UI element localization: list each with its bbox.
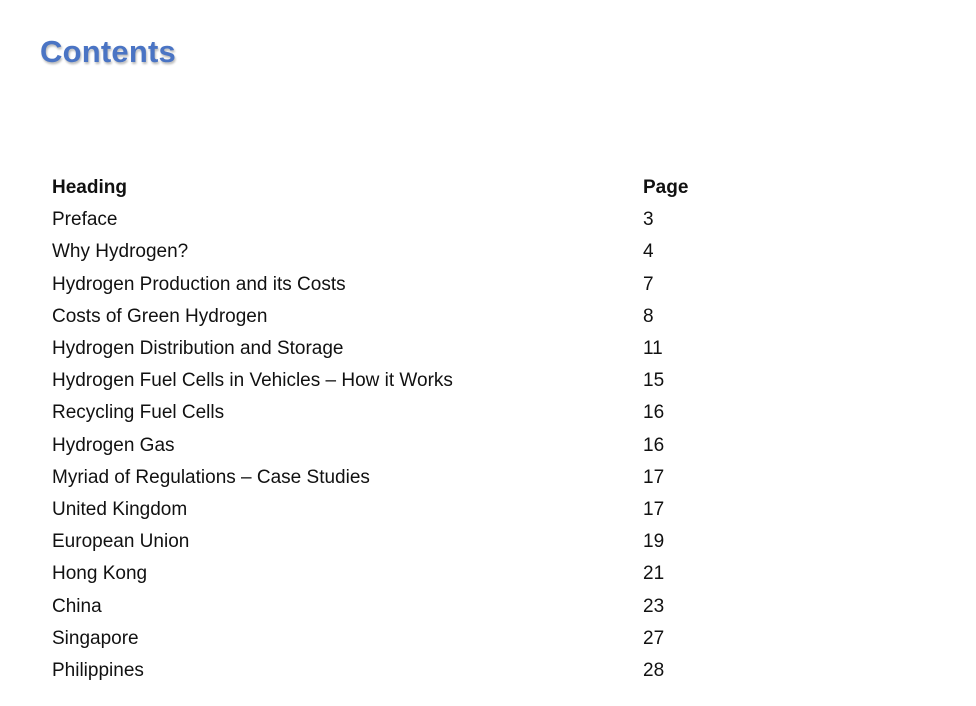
- entry-page: 21: [643, 563, 665, 585]
- contents-row: [52, 526, 752, 558]
- entry-page: 16: [643, 434, 665, 456]
- entry-heading: Myriad of Regulations – Case Studies: [52, 466, 370, 488]
- entry-page: 27: [643, 627, 665, 649]
- entry-page: 16: [643, 402, 665, 424]
- column-header-heading: Heading: [52, 177, 127, 199]
- contents-table: [52, 172, 752, 687]
- entry-heading: Recycling Fuel Cells: [52, 402, 225, 424]
- column-header-page: Page: [643, 177, 689, 199]
- contents-row: [52, 365, 752, 397]
- entry-heading: China: [52, 595, 102, 617]
- contents-row: [52, 558, 752, 590]
- entry-heading: Hydrogen Fuel Cells in Vehicles – How it Works: [52, 370, 453, 392]
- entry-heading: Preface: [52, 209, 118, 231]
- entry-heading: European Union: [52, 531, 190, 553]
- page-title: Contents: [40, 34, 176, 69]
- entry-page: 28: [643, 659, 665, 681]
- entry-heading: Costs of Green Hydrogen: [52, 305, 268, 327]
- contents-row: [52, 462, 752, 494]
- contents-row: [52, 623, 752, 655]
- entry-page: 8: [643, 305, 654, 327]
- entry-page: 17: [643, 498, 665, 520]
- entry-page: 19: [643, 531, 665, 553]
- entry-heading: Hydrogen Gas: [52, 434, 175, 456]
- entry-heading: Hydrogen Distribution and Storage: [52, 338, 344, 360]
- entry-page: 7: [643, 273, 654, 295]
- contents-row: [52, 494, 752, 526]
- contents-row: [52, 301, 752, 333]
- contents-row: [52, 397, 752, 429]
- entry-page: 4: [643, 241, 654, 263]
- contents-row: [52, 430, 752, 462]
- entry-page: 23: [643, 595, 665, 617]
- contents-row: [52, 204, 752, 236]
- contents-header-row: [52, 172, 752, 204]
- contents-row: [52, 269, 752, 301]
- entry-page: 15: [643, 370, 665, 392]
- entry-heading: Hong Kong: [52, 563, 148, 585]
- contents-row: [52, 655, 752, 687]
- entry-heading: Why Hydrogen?: [52, 241, 189, 263]
- contents-row: [52, 333, 752, 365]
- contents-row: [52, 590, 752, 622]
- entry-page: 17: [643, 466, 665, 488]
- entry-page: 11: [643, 338, 663, 360]
- entry-heading: Hydrogen Production and its Costs: [52, 273, 346, 295]
- entry-page: 3: [643, 209, 654, 231]
- entry-heading: Philippines: [52, 659, 144, 681]
- contents-row: [52, 236, 752, 268]
- entry-heading: United Kingdom: [52, 498, 188, 520]
- entry-heading: Singapore: [52, 627, 139, 649]
